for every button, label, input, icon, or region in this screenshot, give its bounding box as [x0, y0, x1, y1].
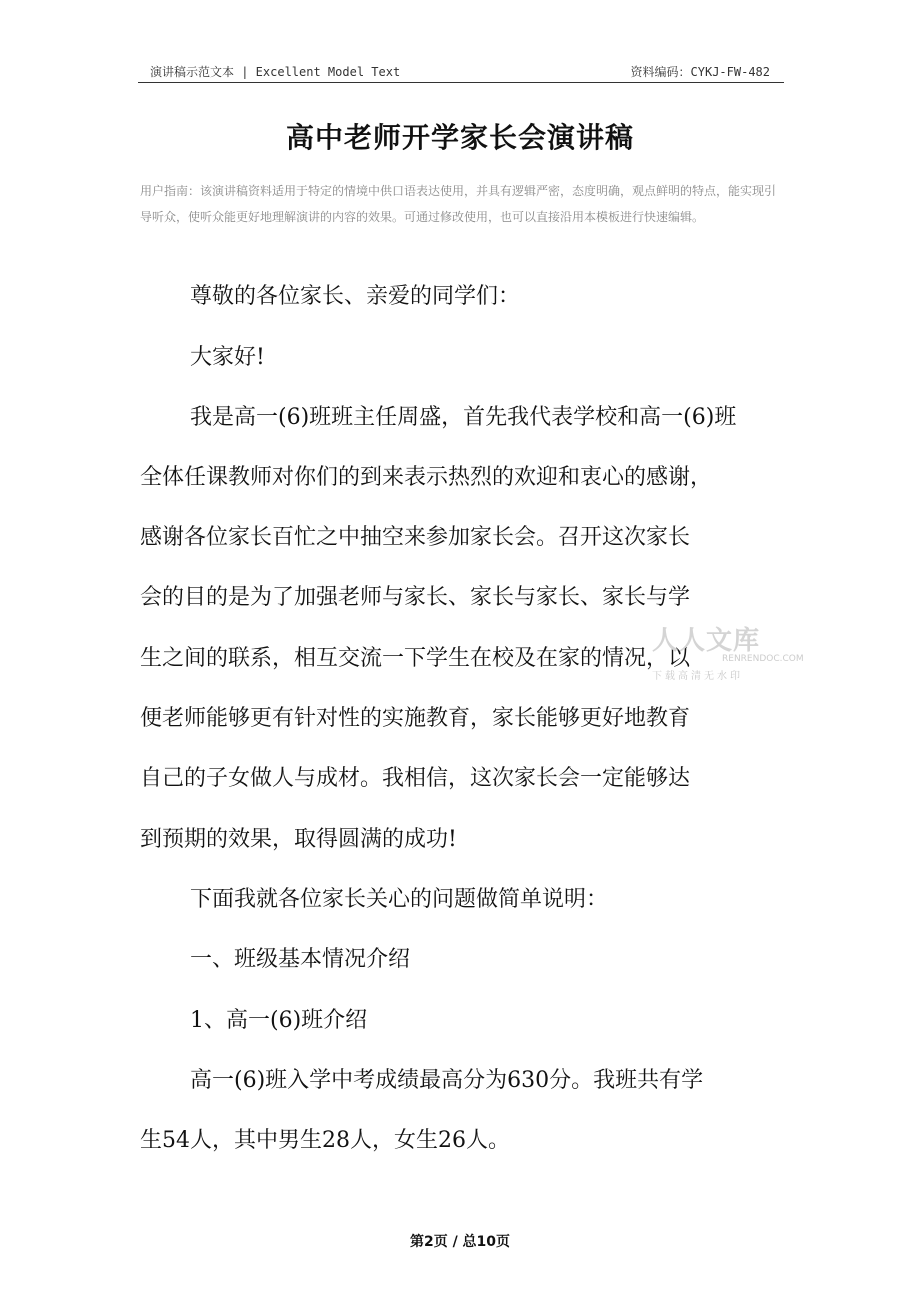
body-line: 便老师能够更有针对性的实施教育，家长能够更好地教育: [140, 706, 691, 731]
body-line: 大家好!: [190, 345, 265, 370]
subsection-heading: 1、高一(6)班介绍: [190, 1008, 368, 1033]
body-line: 全体任课教师对你们的到来表示热烈的欢迎和衷心的感谢，: [140, 465, 713, 490]
watermark-domain: RENRENDOC.COM: [722, 654, 804, 664]
body-line: 生54人，其中男生28人，女生26人。: [140, 1128, 510, 1153]
body-line: 我是高一(6)班班主任周盛，首先我代表学校和高一(6)班: [190, 405, 737, 430]
body-line: 到预期的效果，取得圆满的成功!: [140, 827, 457, 852]
header-left-text: 演讲稿示范文本 | Excellent Model Text: [150, 65, 401, 79]
user-guide-text: 用户指南：该演讲稿资料适用于特定的情境中供口语表达使用，并具有逻辑严密，态度明确，观点鲜明的特点，能实现引导听众，使听众能更好地理解演讲的内容的效果。可通过修改使用，也可以直接沿用本模板进行快速编辑。: [140, 184, 777, 224]
body-line: 尊敬的各位家长、亲爱的同学们：: [190, 284, 521, 309]
watermark-logo: 人人文库: [652, 626, 761, 656]
body-line: 下面我就各位家长关心的问题做简单说明：: [190, 887, 609, 912]
body-line: 生之间的联系，相互交流一下学生在校及在家的情况，以: [140, 646, 691, 671]
page-number: 第2页 / 总10页: [409, 1234, 511, 1250]
body-line: 感谢各位家长百忙之中抽空来参加家长会。召开这次家长: [140, 525, 691, 550]
document-code: 资料编码：CYKJ-FW-482: [630, 65, 770, 79]
body-line: 自己的子女做人与成材。我相信，这次家长会一定能够达: [140, 766, 691, 791]
section-heading: 一、班级基本情况介绍: [190, 947, 411, 972]
document-title: 高中老师开学家长会演讲稿: [285, 121, 634, 154]
watermark-subtitle: 下载高清无水印: [652, 671, 743, 682]
body-line: 会的目的是为了加强老师与家长、家长与家长、家长与学: [140, 585, 691, 610]
page-header: [138, 60, 784, 83]
body-line: 高一(6)班入学中考成绩最高分为630分。我班共有学: [190, 1068, 704, 1093]
